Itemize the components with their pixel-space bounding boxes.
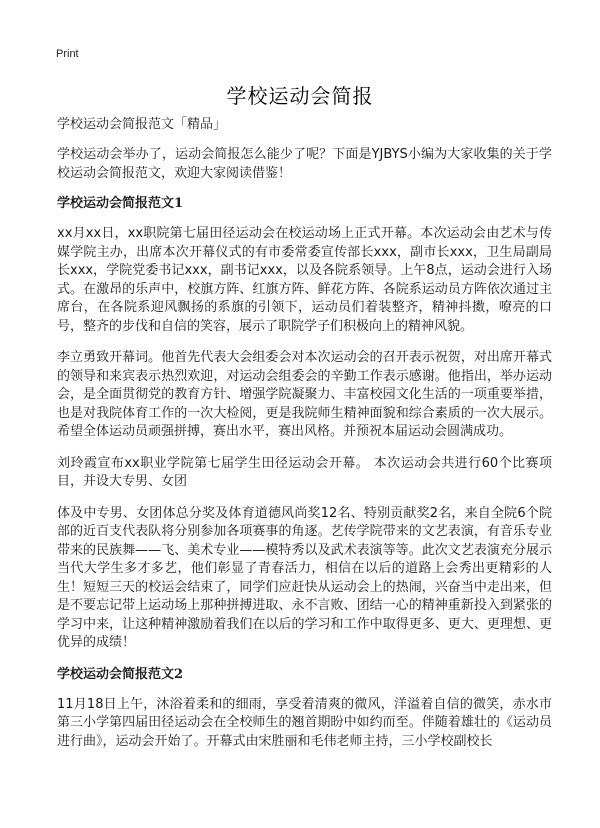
- article-body: [57, 116, 552, 764]
- document-subtitle: 学校运动会简报范文「精品」: [57, 117, 227, 132]
- document-title: 学校运动会简报: [226, 84, 374, 108]
- section-1-heading: 学校运动会简报范文1: [57, 196, 184, 211]
- section-2-heading: 学校运动会简报范文2: [57, 666, 184, 682]
- section-1-paragraph-1: xx月xx日，xx职院第七届田径运动会在校运动场上正式开幕。本次运动会由艺术与传媒学院主办，出席本次开幕仪式的有市委常委宣传部长xxx，副市长xxx，卫生局副局长xxx，学院党委书记xxx，副书记xxx，以及各院系领导。上午8点，运动会进行入场式。在激昂的乐声中，校旗方阵、红旗方阵、鲜花方阵、各院系运动员方阵依次通过主席台，在各院系迎风飘扬的系旗的引领下，运动员们着装整齐，精神抖擞，嘹亮的口号，整齐的步伐和自信的笑容，展示了职院学子们积极向上的精神风貌。: [57, 226, 552, 334]
- intro-paragraph: 学校运动会举办了，运动会简报怎么能少了呢？下面是YJBYS小编为大家收集的关于学校运动会简报范文，欢迎大家阅读借鉴！: [57, 147, 552, 181]
- print-link[interactable]: Print: [56, 48, 79, 60]
- section-1-paragraph-2: 李立勇致开幕词。他首先代表大会组委会对本次运动会的召开表示祝贺，对出席开幕式的领导和来宾表示热烈欢迎，对运动会组委会的辛勤工作表示感谢。他指出，举办运动会，是全面贯彻党的教育方针、增强学院凝聚力、丰富校园文化生活的一项重要举措，也是对我院体育工作的一次大检阅，更是我院师生精神面貌和综合素质的一次大展示。希望全体运动员顽强拼搏，赛出水平，赛出风格。并预祝本届运动会圆满成功。: [57, 350, 552, 439]
- section-1-paragraph-3: 刘玲霞宣布xx职业学院第七届学生田径运动会开幕。 本次运动会共进行60个比赛项目，并设大专男、女团: [57, 455, 552, 489]
- section-1-paragraph-4: 体及中专男、女团体总分奖及体育道德风尚奖12名、特别贡献奖2名，来自全院6个院部的近百支代表队将分别参加各项赛事的角逐。艺传学院带来的文艺表演，有音乐专业带来的民族舞——飞、美术专业——模特秀以及武术表演等等。此次文艺表演充分展示当代大学生多才多艺，他们彰显了青春活力，相信在以后的道路上会秀出更精彩的人生！短短三天的校运会结束了，同学们应赶快从运动会上的热闹，兴奋当中走出来，但是不要忘记带上运动场上那种拼搏进取、永不言败、团结一心的精神重新投入到紧张的学习中来，让这种精神激励着我们在以后的学习和工作中取得更多、更大、更理想、更优异的成绩！: [57, 505, 552, 650]
- section-2-paragraph-1: 11月18日上午，沐浴着柔和的细雨，享受着清爽的微风，洋溢着自信的微笑，赤水市第三小学第四届田径运动会在全校师生的翘首期盼中如约而至。伴随着雄壮的《运动员进行曲》，运动会开始了。开幕式由宋胜丽和毛伟老师主持，三小学校副校长: [57, 696, 552, 749]
